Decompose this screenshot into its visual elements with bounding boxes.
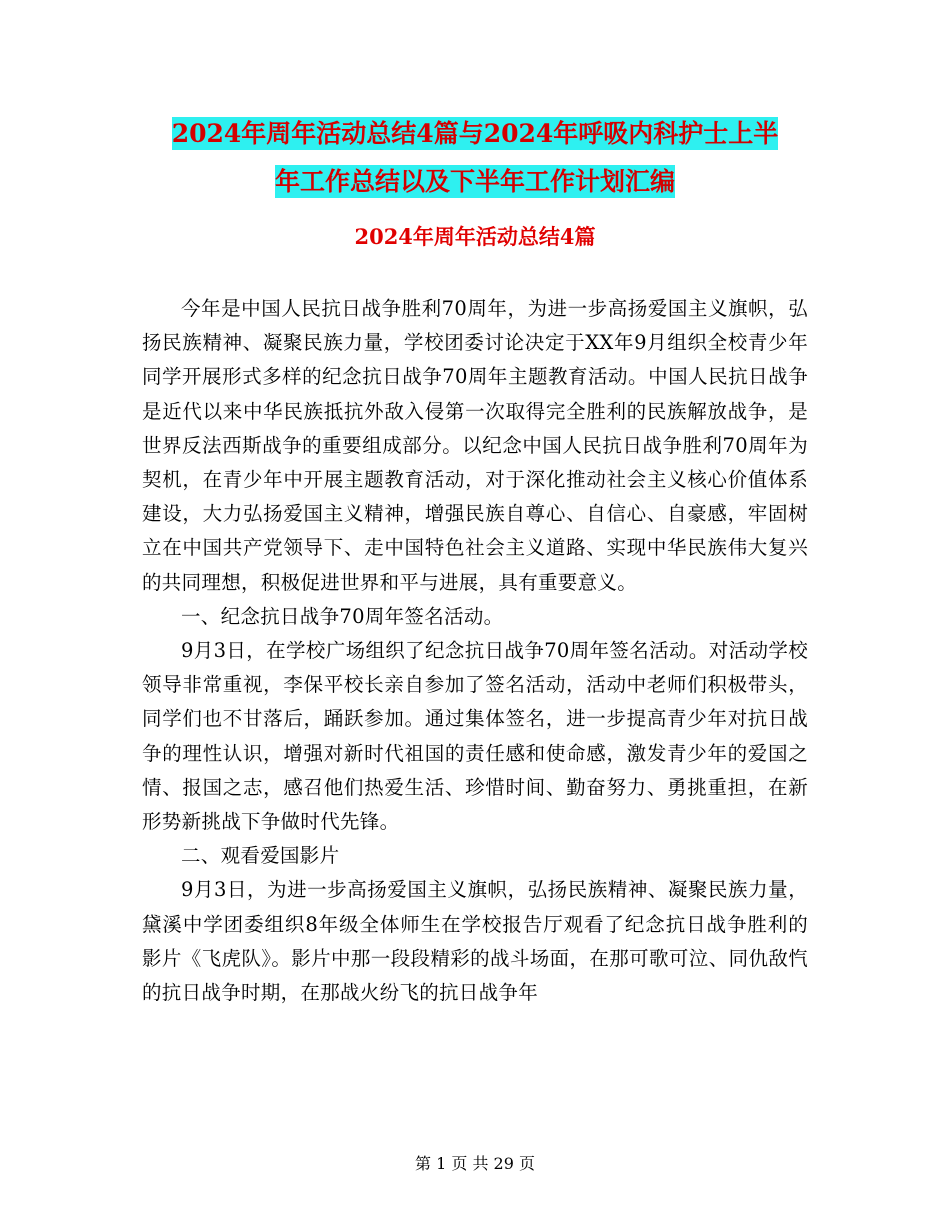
- section-title: 2024年周年活动总结4篇: [354, 224, 596, 249]
- title-line-2-text: 年工作总结以及下半年工作计划汇编: [274, 167, 675, 196]
- title-line-1: [0, 112, 950, 156]
- paragraph-intro: 今年是中国人民抗日战争胜利70周年，为进一步高扬爱国主义旗帜，弘扬民族精神、凝聚民族力量，学校团委讨论决定于XX年9月组织全校青少年同学开展形式多样的纪念抗日战争70周年主题教育活动。中国人民抗日战争是近代以来中华民族抵抗外敌入侵第一次取得完全胜利的民族解放战争，是世界反法西斯战争的重要组成部分。以纪念中国人民抗日战争胜利70周年为契机，在青少年中开展主题教育活动，对于深化推动社会主义核心价值体系建设，大力弘扬爱国主义精神，增强民族自尊心、自信心、自豪感，牢固树立在中国共产党领导下、走中国特色社会主义道路、实现中华民族伟大复兴的共同理想，积极促进世界和平与进展，具有重要意义。: [142, 297, 808, 594]
- page-footer: 第 1 页 共 29 页: [415, 1154, 535, 1173]
- document-title: [0, 112, 950, 204]
- paragraph-heading-1: 一、纪念抗日战争70周年签名活动。: [181, 604, 504, 628]
- title-line-2: [0, 160, 950, 204]
- paragraph-signature-activity: 9月3日，在学校广场组织了纪念抗日战争70周年签名活动。对活动学校领导非常重视，李保平校长亲自参加了签名活动，活动中老师们积极带头，同学们也不甘落后，踊跃参加。通过集体签名，进一步提高青少年对抗日战争的理性认识，增强对新时代祖国的责任感和使命感，激发青少年的爱国之情、报国之志，感召他们热爱生活、珍惜时间、勤奋努力、勇挑重担，在新形势新挑战下争做时代先锋。: [142, 639, 808, 834]
- paragraph-movie-activity: 9月3日，为进一步高扬爱国主义旗帜，弘扬民族精神、凝聚民族力量，黛溪中学团委组织8年级全体师生在学校报告厅观看了纪念抗日战争胜利的影片《飞虎队》。影片中那一段段精彩的战斗场面，在那可歌可泣、同仇敌忾的抗日战争时期，在那战火纷飞的抗日战争年: [142, 878, 808, 1005]
- title-line-1-text: 2024年周年活动总结4篇与2024年呼吸内科护士上半: [171, 119, 779, 148]
- paragraph-heading-2: 二、观看爱国影片: [181, 844, 340, 868]
- document-body: [142, 292, 808, 1010]
